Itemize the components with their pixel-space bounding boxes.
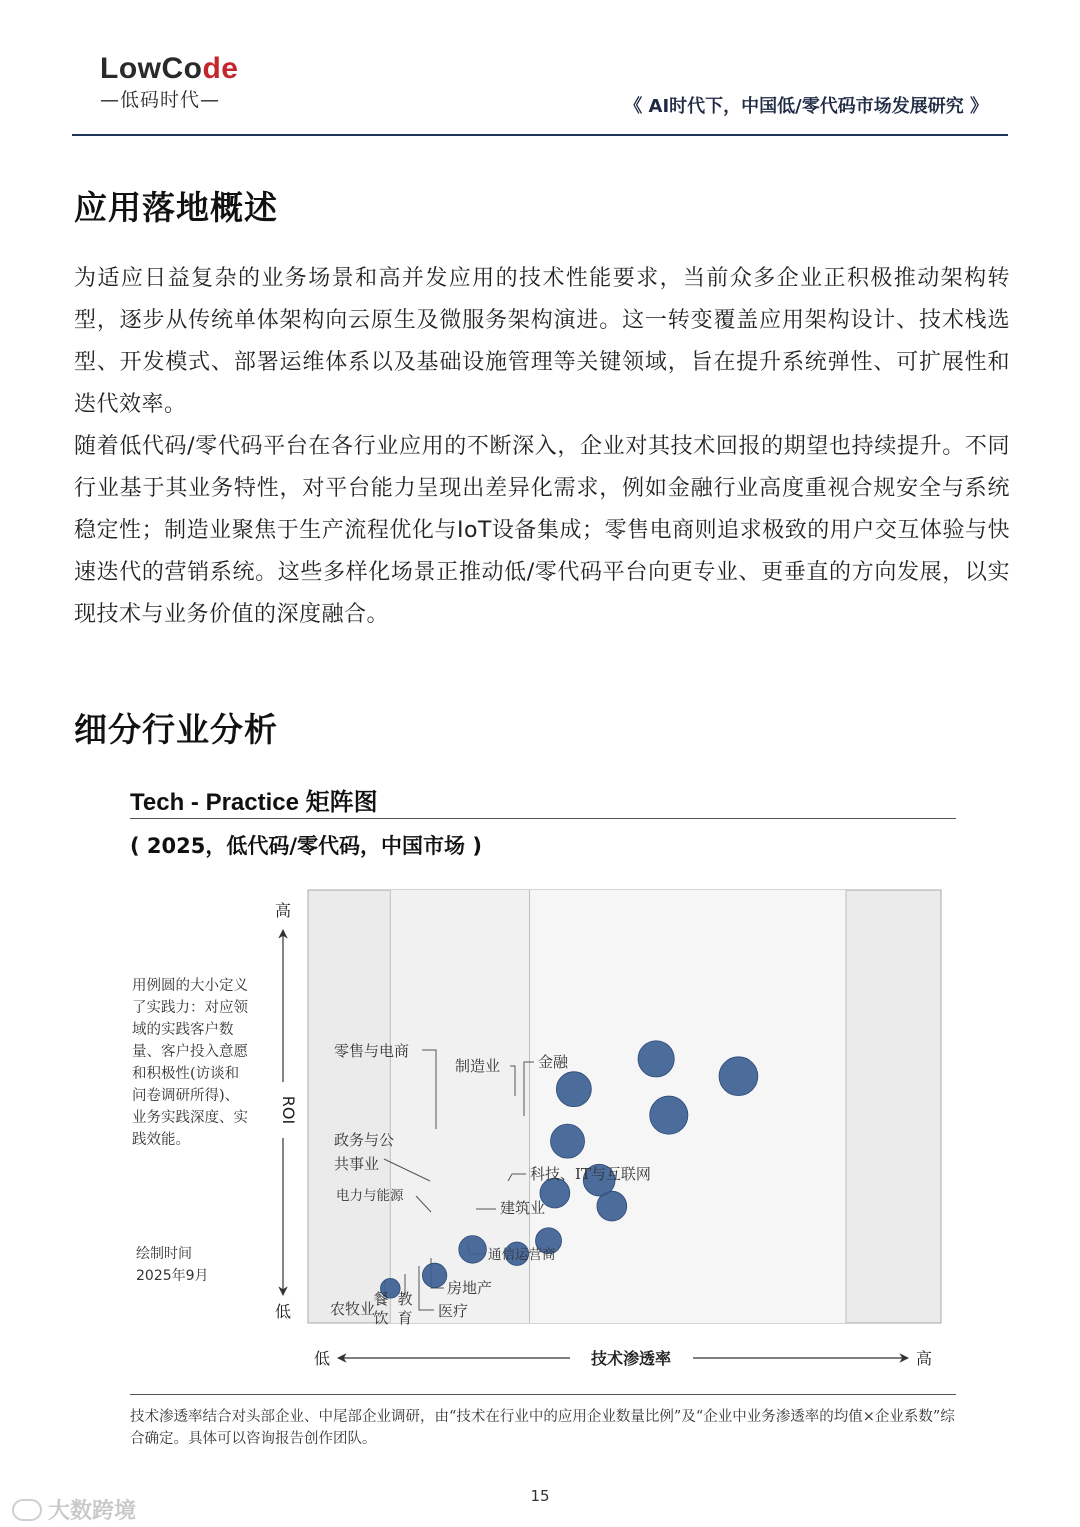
chart-subtitle: ( 2025，低代码/零代码，中国市场 ) <box>130 834 482 858</box>
logo-wordmark: LowCode <box>100 52 239 85</box>
bubble-label: 餐饮 <box>373 1290 389 1327</box>
bubble-label: 金融 <box>538 1053 569 1071</box>
bubble <box>459 1236 487 1264</box>
y-axis-high-label: 高 <box>274 901 292 920</box>
weibo-icon <box>12 1499 42 1521</box>
bubble <box>556 1072 591 1107</box>
x-axis-low-label: 低 <box>313 1349 331 1368</box>
bubble-size-note: 用例圆的大小定义了实践力：对应领域的实践客户数量、客户投入意愿和积极性(访谈和问卷调研所得)、业务实践深度、实践效能。 <box>132 978 248 1148</box>
header-divider <box>72 134 1008 136</box>
bubble-label: 电力与能源 <box>336 1188 404 1204</box>
logo <box>100 52 260 112</box>
bubble-label: 房地产 <box>447 1279 493 1297</box>
bubble <box>551 1124 585 1158</box>
footnote-divider <box>130 1394 956 1395</box>
y-axis-low-label: 低 <box>274 1302 292 1321</box>
bubble-label: 制造业 <box>455 1057 501 1075</box>
bubble-label: 医疗 <box>438 1302 469 1320</box>
bubble <box>650 1096 688 1134</box>
bubble-label: 建筑业 <box>500 1199 546 1217</box>
bubble-label: 零售与电商 <box>334 1042 410 1060</box>
bubble-label: 政务与公共事业 <box>334 1131 395 1173</box>
bubble-label: 通信运营商 <box>488 1247 556 1263</box>
report-title: 《 AI时代下，中国低/零代码市场发展研究 》 <box>624 96 988 117</box>
chart-title: Tech - Practice 矩阵图 <box>130 789 378 816</box>
y-axis-title: ROI <box>279 1095 298 1125</box>
x-axis-title: 技术渗透率 <box>590 1349 672 1368</box>
logo-subtitle: —低码时代— <box>100 89 221 111</box>
paragraph-industry-demand: 随着低代码/零代码平台在各行业应用的不断深入，企业对其技术回报的期望也持续提升。不同行业基于其业务特性，对平台能力呈现出差异化需求，例如金融行业高度重视合规安全与系统稳定性；制造业聚焦于生产流程优化与IoT设备集成；零售电商则追求极致的用户交互体验与快速迭代的营销系统。这些多样化场景正推动低/零代码平台向更专业、更垂直的方向发展，以实现技术与业务价值的深度融合。 <box>74 434 1010 627</box>
bubble-label: 科技、IT与互联网 <box>530 1165 651 1183</box>
plot-background <box>308 890 941 1323</box>
chart-footnote: 技术渗透率结合对头部企业、中尾部企业调研，由“技术在行业中的应用企业数量比例”及“企业中业务渗透率的均值×企业系数”综合确定。具体可以咨询报告创作团队。 <box>130 1409 955 1447</box>
tech-practice-matrix-chart <box>0 870 1080 1390</box>
bubble-label: 教育 <box>397 1290 413 1327</box>
x-axis-high-label: 高 <box>915 1349 933 1368</box>
paragraph-architecture: 为适应日益复杂的业务场景和高并发应用的技术性能要求，当前众多企业正积极推动架构转型，逐步从传统单体架构向云原生及微服务架构演进。这一转变覆盖应用架构设计、技术栈选型、开发模式、部署运维体系以及基础设施管理等关键领域，旨在提升系统弹性、可扩展性和迭代效率。 <box>74 266 1010 417</box>
chart-title-divider <box>130 818 956 819</box>
bubble <box>638 1041 674 1077</box>
bubble-label: 农牧业 <box>330 1300 376 1318</box>
bubble <box>422 1263 446 1287</box>
section-title-overview: 应用落地概述 <box>74 188 278 227</box>
page-number: 15 <box>530 1487 550 1505</box>
draw-time-value: 2025年9月 <box>136 1268 209 1284</box>
watermark <box>12 1494 136 1525</box>
section-title-industry: 细分行业分析 <box>74 710 278 749</box>
bubble <box>719 1057 758 1096</box>
draw-time-label: 绘制时间 <box>136 1246 192 1262</box>
watermark-text: 大数跨境 <box>48 1499 137 1524</box>
